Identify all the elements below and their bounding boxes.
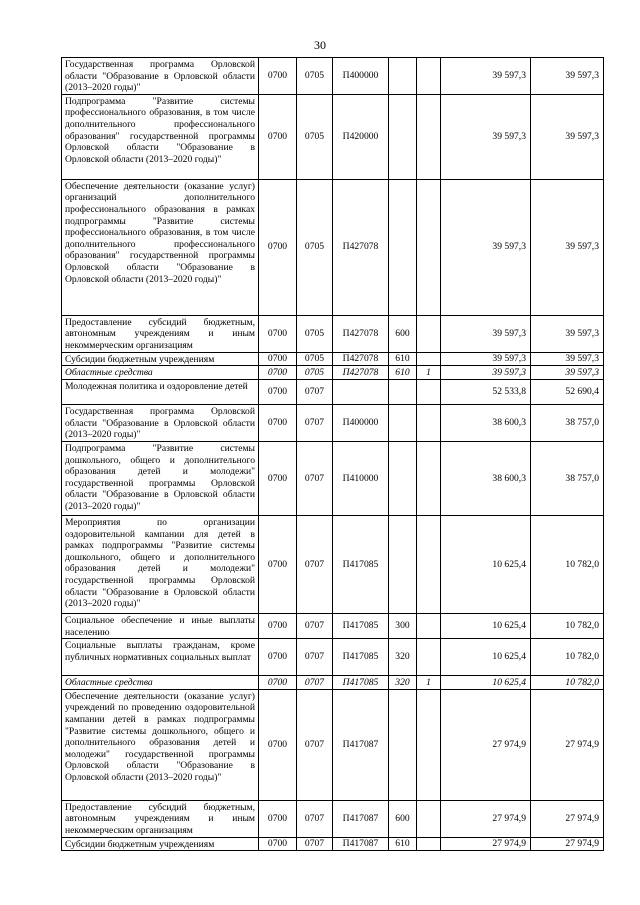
table-row	[62, 689, 604, 800]
row-subsection-code: 0707	[297, 639, 333, 676]
row-expense-type: 600	[389, 800, 417, 837]
row-amount-year-2: 10 782,0	[531, 613, 604, 638]
row-funding-source	[417, 800, 441, 837]
row-target-article: П427078	[333, 352, 389, 366]
row-amount-year-2: 39 597,3	[531, 94, 604, 179]
row-subsection-code: 0707	[297, 515, 333, 613]
row-funding-source	[417, 179, 441, 315]
row-expense-type	[389, 379, 417, 404]
row-funding-source	[417, 315, 441, 352]
row-expense-type: 610	[389, 366, 417, 380]
row-target-article: П410000	[333, 441, 389, 515]
row-section-code: 0700	[259, 379, 297, 404]
row-amount-year-2: 27 974,9	[531, 689, 604, 800]
row-section-code: 0700	[259, 515, 297, 613]
row-funding-source: 1	[417, 676, 441, 690]
row-expense-type: 320	[389, 676, 417, 690]
row-expense-type: 300	[389, 613, 417, 638]
row-funding-source	[417, 58, 441, 95]
row-section-code: 0700	[259, 613, 297, 638]
row-amount-year-2: 52 690,4	[531, 379, 604, 404]
row-section-code: 0700	[259, 352, 297, 366]
table-row	[62, 315, 604, 352]
row-target-article: П417087	[333, 689, 389, 800]
row-target-article: П417087	[333, 800, 389, 837]
row-amount-year-1: 10 625,4	[441, 613, 531, 638]
table-row	[62, 441, 604, 515]
table-row	[62, 379, 604, 404]
page-number: 30	[314, 38, 326, 52]
row-subsection-code: 0707	[297, 676, 333, 690]
row-amount-year-2: 10 782,0	[531, 515, 604, 613]
row-name: Предоставление субсидий бюджетным, автономным учреждениям и иным некоммерческим организациям	[62, 800, 259, 837]
row-amount-year-1: 38 600,3	[441, 404, 531, 441]
row-amount-year-1: 39 597,3	[441, 94, 531, 179]
row-subsection-code: 0707	[297, 689, 333, 800]
row-subsection-code: 0705	[297, 58, 333, 95]
row-section-code: 0700	[259, 639, 297, 676]
row-amount-year-1: 39 597,3	[441, 366, 531, 380]
row-amount-year-2: 38 757,0	[531, 404, 604, 441]
row-target-article: П417085	[333, 613, 389, 638]
row-subsection-code: 0707	[297, 379, 333, 404]
row-subsection-code: 0705	[297, 352, 333, 366]
row-section-code: 0700	[259, 837, 297, 851]
row-subsection-code: 0707	[297, 800, 333, 837]
table-row	[62, 800, 604, 837]
table-row	[62, 366, 604, 380]
row-amount-year-1: 39 597,3	[441, 58, 531, 95]
row-section-code: 0700	[259, 315, 297, 352]
row-amount-year-2: 10 782,0	[531, 676, 604, 690]
table-row	[62, 676, 604, 690]
row-target-article: П400000	[333, 58, 389, 95]
row-expense-type	[389, 404, 417, 441]
row-amount-year-1: 27 974,9	[441, 689, 531, 800]
row-expense-type	[389, 689, 417, 800]
row-amount-year-2: 27 974,9	[531, 800, 604, 837]
row-section-code: 0700	[259, 441, 297, 515]
row-name: Обеспечение деятельности (оказание услуг) учреждений по проведению оздоровительной кампании детей в рамках подпрограммы "Развитие системы дошкольного, общего и дополнительного образования детей и молодежи" государственной программы Орловской области "Образование в Орловской области (2013–2020 годы)"	[62, 689, 259, 800]
table-row	[62, 94, 604, 179]
row-section-code: 0700	[259, 689, 297, 800]
row-name: Подпрограмма "Развитие системы профессионального образования, в том числе дополнительного профессионального образования" государственной программы Орловской области "Образование в Орловской области (2013–2020 годы)"	[62, 94, 259, 179]
row-amount-year-1: 10 625,4	[441, 515, 531, 613]
row-name: Государственная программа Орловской области "Образование в Орловской области (2013–2020 годы)"	[62, 58, 259, 95]
table-row	[62, 639, 604, 676]
row-section-code: 0700	[259, 800, 297, 837]
row-expense-type: 610	[389, 837, 417, 851]
row-section-code: 0700	[259, 366, 297, 380]
row-amount-year-1: 39 597,3	[441, 179, 531, 315]
row-name: Социальное обеспечение и иные выплаты населению	[62, 613, 259, 638]
row-expense-type	[389, 179, 417, 315]
row-subsection-code: 0705	[297, 315, 333, 352]
row-expense-type	[389, 58, 417, 95]
row-name: Предоставление субсидий бюджетным, автономным учреждениям и иным некоммерческим организациям	[62, 315, 259, 352]
table-row	[62, 179, 604, 315]
budget-table	[61, 57, 604, 851]
table-row	[62, 352, 604, 366]
row-funding-source: 1	[417, 366, 441, 380]
row-name: Мероприятия по организации оздоровительной кампании для детей в рамках подпрограммы "Развитие системы дошкольного, общего и дополнительного образования детей и молодежи" государственной программы Орловской области "Образование в Орловской области (2013–2020 годы)"	[62, 515, 259, 613]
row-subsection-code: 0705	[297, 366, 333, 380]
row-name: Субсидии бюджетным учреждениям	[62, 352, 259, 366]
row-subsection-code: 0705	[297, 94, 333, 179]
row-target-article: П427078	[333, 315, 389, 352]
table-row	[62, 58, 604, 95]
row-expense-type	[389, 515, 417, 613]
row-expense-type: 600	[389, 315, 417, 352]
row-amount-year-1: 27 974,9	[441, 800, 531, 837]
row-amount-year-1: 27 974,9	[441, 837, 531, 851]
row-section-code: 0700	[259, 94, 297, 179]
row-amount-year-1: 52 533,8	[441, 379, 531, 404]
row-amount-year-2: 39 597,3	[531, 315, 604, 352]
row-funding-source	[417, 441, 441, 515]
row-expense-type	[389, 441, 417, 515]
row-name: Субсидии бюджетным учреждениям	[62, 837, 259, 851]
row-funding-source	[417, 352, 441, 366]
row-amount-year-2: 10 782,0	[531, 639, 604, 676]
row-amount-year-1: 38 600,3	[441, 441, 531, 515]
row-name: Областные средства	[62, 676, 259, 690]
row-amount-year-2: 39 597,3	[531, 179, 604, 315]
row-amount-year-2: 39 597,3	[531, 352, 604, 366]
row-subsection-code: 0707	[297, 837, 333, 851]
row-section-code: 0700	[259, 179, 297, 315]
row-section-code: 0700	[259, 58, 297, 95]
row-funding-source	[417, 515, 441, 613]
row-target-article: П400000	[333, 404, 389, 441]
row-target-article: П417085	[333, 639, 389, 676]
row-target-article: П427078	[333, 179, 389, 315]
row-funding-source	[417, 689, 441, 800]
table-row	[62, 613, 604, 638]
row-target-article: П417085	[333, 676, 389, 690]
row-target-article: П417087	[333, 837, 389, 851]
row-target-article: П417085	[333, 515, 389, 613]
table-row	[62, 404, 604, 441]
row-funding-source	[417, 379, 441, 404]
row-name: Социальные выплаты гражданам, кроме публичных нормативных социальных выплат	[62, 639, 259, 676]
row-name: Молодежная политика и оздоровление детей	[62, 379, 259, 404]
row-target-article: П427078	[333, 366, 389, 380]
row-expense-type: 610	[389, 352, 417, 366]
row-target-article	[333, 379, 389, 404]
row-funding-source	[417, 639, 441, 676]
row-target-article: П420000	[333, 94, 389, 179]
row-amount-year-1: 10 625,4	[441, 639, 531, 676]
row-name: Областные средства	[62, 366, 259, 380]
table-row	[62, 837, 604, 851]
row-funding-source	[417, 404, 441, 441]
row-subsection-code: 0707	[297, 441, 333, 515]
row-subsection-code: 0707	[297, 404, 333, 441]
row-funding-source	[417, 837, 441, 851]
row-amount-year-1: 39 597,3	[441, 352, 531, 366]
row-expense-type	[389, 94, 417, 179]
row-amount-year-1: 39 597,3	[441, 315, 531, 352]
row-amount-year-1: 10 625,4	[441, 676, 531, 690]
row-name: Обеспечение деятельности (оказание услуг) организаций дополнительного профессионального образования в рамках подпрограммы "Развитие системы профессионального образования, в том числе дополнительного профессионального образования" государственной программы Орловской области "Образование в Орловской области (2013–2020 годы)"	[62, 179, 259, 315]
row-amount-year-2: 39 597,3	[531, 366, 604, 380]
row-amount-year-2: 39 597,3	[531, 58, 604, 95]
row-expense-type: 320	[389, 639, 417, 676]
row-subsection-code: 0707	[297, 613, 333, 638]
row-name: Государственная программа Орловской области "Образование в Орловской области (2013–2020 годы)"	[62, 404, 259, 441]
row-amount-year-2: 38 757,0	[531, 441, 604, 515]
row-amount-year-2: 27 974,9	[531, 837, 604, 851]
row-section-code: 0700	[259, 404, 297, 441]
row-funding-source	[417, 94, 441, 179]
row-funding-source	[417, 613, 441, 638]
row-section-code: 0700	[259, 676, 297, 690]
row-name: Подпрограмма "Развитие системы дошкольного, общего и дополнительного образования детей и молодежи" государственной программы Орловской области "Образование в Орловской области (2013–2020 годы)"	[62, 441, 259, 515]
table-row	[62, 515, 604, 613]
row-subsection-code: 0705	[297, 179, 333, 315]
